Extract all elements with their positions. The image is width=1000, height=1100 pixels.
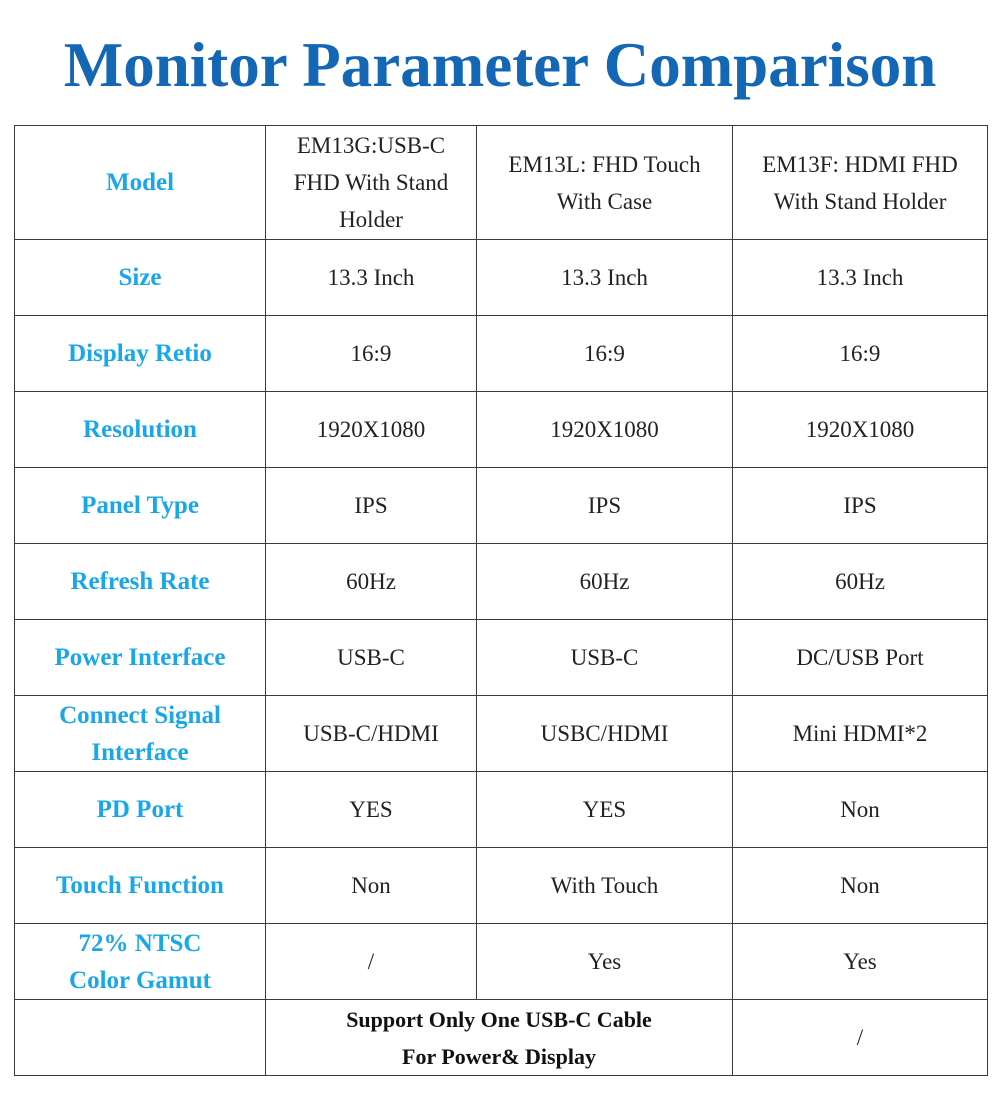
model-cell-em13f	[733, 126, 988, 240]
table-row	[15, 620, 988, 696]
value-cell: DC/USB Port	[733, 620, 988, 696]
row-label	[15, 316, 266, 392]
value-cell: USB-C/HDMI	[266, 696, 477, 772]
value-cell: 16:9	[477, 316, 733, 392]
value-cell: YES	[266, 772, 477, 848]
table-row	[15, 240, 988, 316]
value-cell: /	[266, 924, 477, 1000]
row-label	[15, 468, 266, 544]
row-label-text: 72% NTSC	[78, 929, 202, 957]
table-row	[15, 544, 988, 620]
footer-last-cell: /	[733, 1000, 988, 1076]
row-label-text: PD Port	[96, 796, 184, 823]
model-name-line: EM13L: FHD Touch	[508, 151, 701, 177]
footer-note-line: Support Only One USB-C Cable	[346, 1006, 652, 1032]
row-label	[15, 848, 266, 924]
value-cell: IPS	[266, 468, 477, 544]
value-cell: 1920X1080	[733, 392, 988, 468]
row-label-text: Power Interface	[54, 644, 226, 671]
row-label	[15, 240, 266, 316]
row-label-text: Interface	[91, 738, 189, 766]
header-label-cell	[15, 126, 266, 240]
value-cell: Yes	[477, 924, 733, 1000]
row-label	[15, 544, 266, 620]
row-label-text: Color Gamut	[69, 966, 211, 994]
header-row	[15, 126, 988, 240]
page-title: Monitor Parameter Comparison	[63, 30, 937, 100]
value-cell: USB-C	[477, 620, 733, 696]
row-label	[15, 924, 266, 1000]
row-label-text: Connect Signal	[59, 701, 221, 729]
header-label: Model	[105, 169, 175, 196]
table-row	[15, 848, 988, 924]
value-cell: 16:9	[266, 316, 477, 392]
value-cell: Yes	[733, 924, 988, 1000]
value-cell: 13.3 Inch	[266, 240, 477, 316]
model-name-line: Holder	[339, 207, 403, 232]
value-cell: YES	[477, 772, 733, 848]
value-cell: 16:9	[733, 316, 988, 392]
model-name-line: EM13G:USB-C	[296, 133, 446, 158]
value-cell: 1920X1080	[266, 392, 477, 468]
value-cell: Non	[733, 848, 988, 924]
footer-note-line: For Power& Display	[402, 1043, 596, 1069]
row-label-text: Refresh Rate	[70, 568, 210, 595]
model-name-line: With Stand Holder	[773, 188, 947, 214]
row-label-text: Size	[118, 264, 162, 291]
value-cell: Mini HDMI*2	[733, 696, 988, 772]
value-cell: USBC/HDMI	[477, 696, 733, 772]
model-cell-em13l	[477, 126, 733, 240]
table-row	[15, 924, 988, 1000]
value-cell: 13.3 Inch	[477, 240, 733, 316]
value-cell: 60Hz	[266, 544, 477, 620]
footer-row	[15, 1000, 988, 1076]
value-cell: 60Hz	[733, 544, 988, 620]
model-name-line: EM13F: HDMI FHD	[762, 151, 958, 177]
value-cell: 13.3 Inch	[733, 240, 988, 316]
footer-note-cell	[266, 1000, 733, 1076]
table-row	[15, 696, 988, 772]
row-label	[15, 392, 266, 468]
value-cell: Non	[266, 848, 477, 924]
model-cell-em13g	[266, 126, 477, 240]
model-name-line: With Case	[556, 188, 653, 214]
value-cell: With Touch	[477, 848, 733, 924]
value-cell: 60Hz	[477, 544, 733, 620]
comparison-table	[14, 125, 988, 1076]
model-name-line: FHD With Stand	[293, 170, 449, 195]
footer-empty-cell	[15, 1000, 266, 1076]
value-cell: IPS	[733, 468, 988, 544]
row-label	[15, 620, 266, 696]
table-row	[15, 772, 988, 848]
row-label-text: Display Retio	[68, 340, 212, 367]
value-cell: USB-C	[266, 620, 477, 696]
table-row	[15, 316, 988, 392]
row-label-text: Panel Type	[81, 492, 199, 519]
value-cell: Non	[733, 772, 988, 848]
row-label-text: Resolution	[83, 416, 197, 443]
table-row	[15, 392, 988, 468]
value-cell: 1920X1080	[477, 392, 733, 468]
value-cell: IPS	[477, 468, 733, 544]
row-label-text: Touch Function	[56, 872, 224, 899]
row-label	[15, 772, 266, 848]
row-label	[15, 696, 266, 772]
table-row	[15, 468, 988, 544]
